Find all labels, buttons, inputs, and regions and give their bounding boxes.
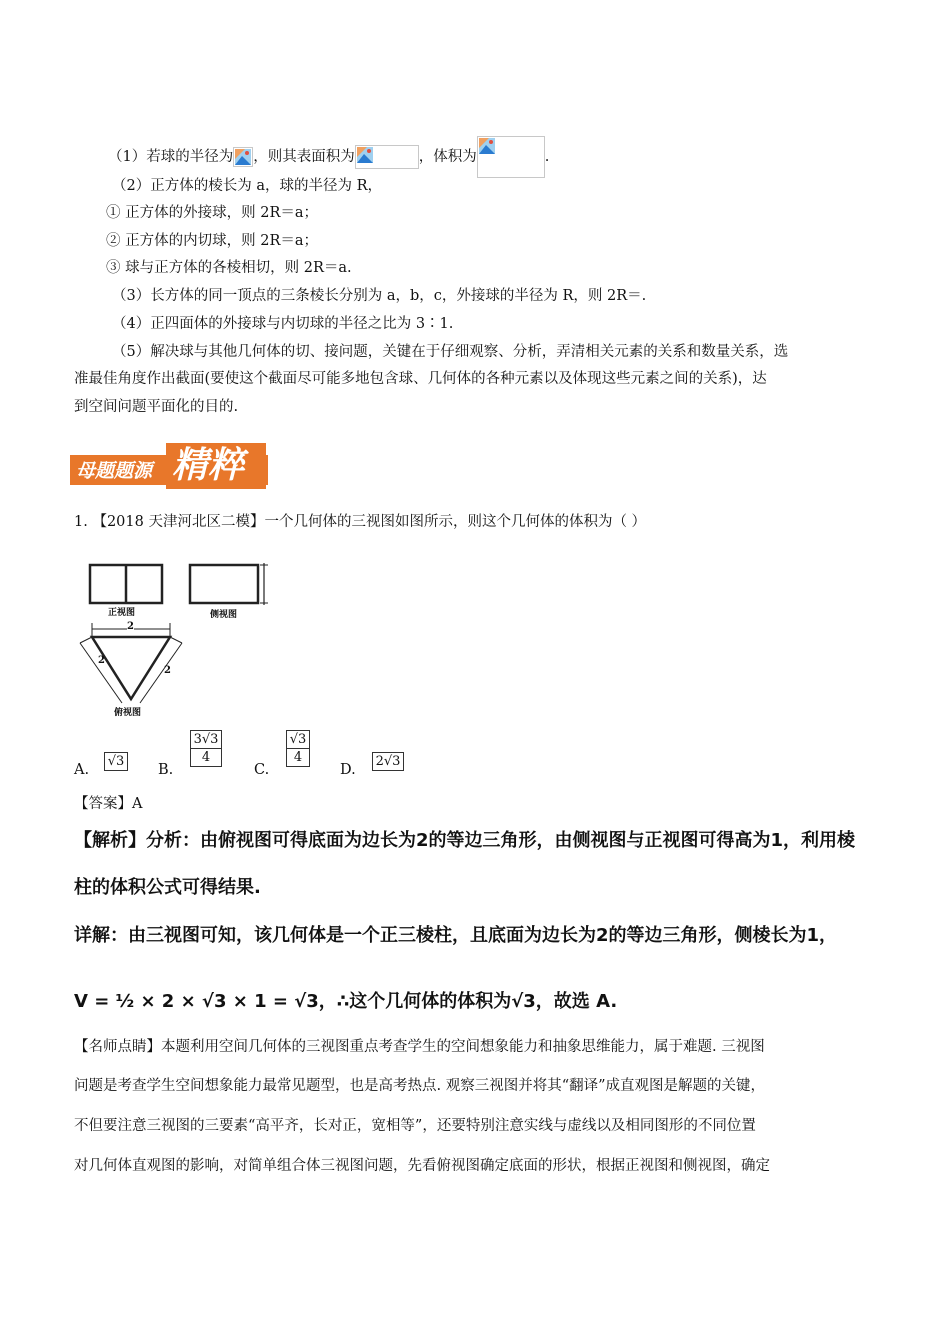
option-b-numerator: 3√3 (193, 732, 219, 747)
answer-text: 【答案】A (74, 796, 143, 812)
option-d-label: D. (340, 762, 356, 778)
analysis-line-1: 【解析】分析：由俯视图可得底面为边长为2的等边三角形，由侧视图与正视图可得高为1，利用棱 (74, 830, 856, 851)
analysis-line-3: 详解：由三视图可知，该几何体是一个正三棱柱，且底面为边长为2的等边三角形，侧棱长为1， (74, 925, 838, 946)
analysis-line-2: 柱的体积公式可得结果. (74, 877, 261, 898)
three-view-drawing (78, 557, 278, 727)
option-c-numerator: √3 (289, 732, 307, 747)
dim-left-label: 2 (98, 655, 105, 666)
option-d-value (372, 752, 404, 771)
comment-line-3: 不但要注意三视图的三要素“高平齐，长对正，宽相等”，还要特别注意实线与虚线以及相同图形的不同位置 (74, 1118, 756, 1134)
option-a-label: A. (74, 762, 90, 778)
option-b-denominator: 4 (191, 748, 221, 766)
dim-top-label: 2 (127, 621, 134, 632)
surface-area-text: ，则其表面积为 (253, 149, 355, 165)
comment-line-4: 对几何体直观图的影响，对简单组合体三视图问题，先看俯视图确定底面的形状，根据正视图和侧视图，确定 (74, 1158, 770, 1174)
dim-right-label: 2 (164, 665, 171, 676)
missing-image-icon (355, 145, 419, 169)
question-text: 1. 【2018 天津河北区二模】一个几何体的三视图如图所示，则这个几何体的体积为（ ） (74, 514, 647, 530)
section-banner (70, 443, 268, 489)
tetrahedron-line: （4）正四面体的外接球与内切球的半径之比为 3∶1. (112, 316, 454, 332)
option-a-value (104, 752, 128, 771)
missing-image-icon (233, 147, 253, 167)
method-line-1: （5）解决球与其他几何体的切、接问题，关键在于仔细观察、分析，弄清相关元素的关系和数量关系，选 (112, 344, 789, 360)
method-line-3: 到空间问题平面化的目的. (74, 399, 239, 415)
missing-image-icon (477, 136, 545, 178)
volume-text: ，体积为 (418, 149, 477, 165)
comment-line-2: 问题是考查学生空间想象能力最常见题型，也是高考热点. 观察三视图并将其“翻译”成直观图是解题的关键， (74, 1078, 766, 1094)
inscribed-sphere-line: ② 正方体的内切球，则 2R＝a； (106, 233, 319, 249)
banner-small-text: 母题题源 (76, 460, 153, 482)
option-c-fraction (286, 730, 310, 767)
option-a-radical: √3 (107, 754, 125, 769)
option-b-label: B. (158, 762, 174, 778)
sphere-formula-line (108, 136, 549, 178)
side-view-label: 侧视图 (210, 610, 238, 620)
banner-large-text: 精粹 (172, 445, 245, 486)
sphere-radius-text: （1）若球的半径为 (108, 149, 234, 165)
option-c-label: C. (254, 762, 270, 778)
option-d-radical: 2√3 (375, 754, 401, 769)
method-line-2: 准最佳角度作出截面(要使这个截面尽可能多地包含球、几何体的各种元素以及体现这些元素之间的关系)，达 (74, 371, 767, 387)
circumscribed-sphere-line: ① 正方体的外接球，则 2R＝a； (106, 205, 319, 221)
comment-line-1: 【名师点睛】本题利用空间几何体的三视图重点考查学生的空间想象能力和抽象思维能力，属于难题. 三视图 (74, 1039, 765, 1055)
cuboid-line: （3）长方体的同一顶点的三条棱长分别为 a，b，c，外接球的半径为 R，则 2R＝. (112, 288, 647, 304)
period-text: . (544, 149, 550, 165)
three-view-figure (78, 557, 278, 727)
option-b-fraction (190, 730, 222, 767)
edge-tangent-sphere-line: ③ 球与正方体的各棱相切，则 2R＝a. (106, 260, 352, 276)
cube-edge-line: （2）正方体的棱长为 a，球的半径为 R， (112, 178, 383, 194)
option-c-denominator: 4 (287, 748, 309, 766)
front-view-label: 正视图 (108, 608, 136, 618)
top-view-label: 俯视图 (114, 708, 142, 718)
analysis-line-4: V = ½ × 2 × √3 × 1 = √3，∴这个几何体的体积为√3，故选 A. (74, 991, 618, 1012)
